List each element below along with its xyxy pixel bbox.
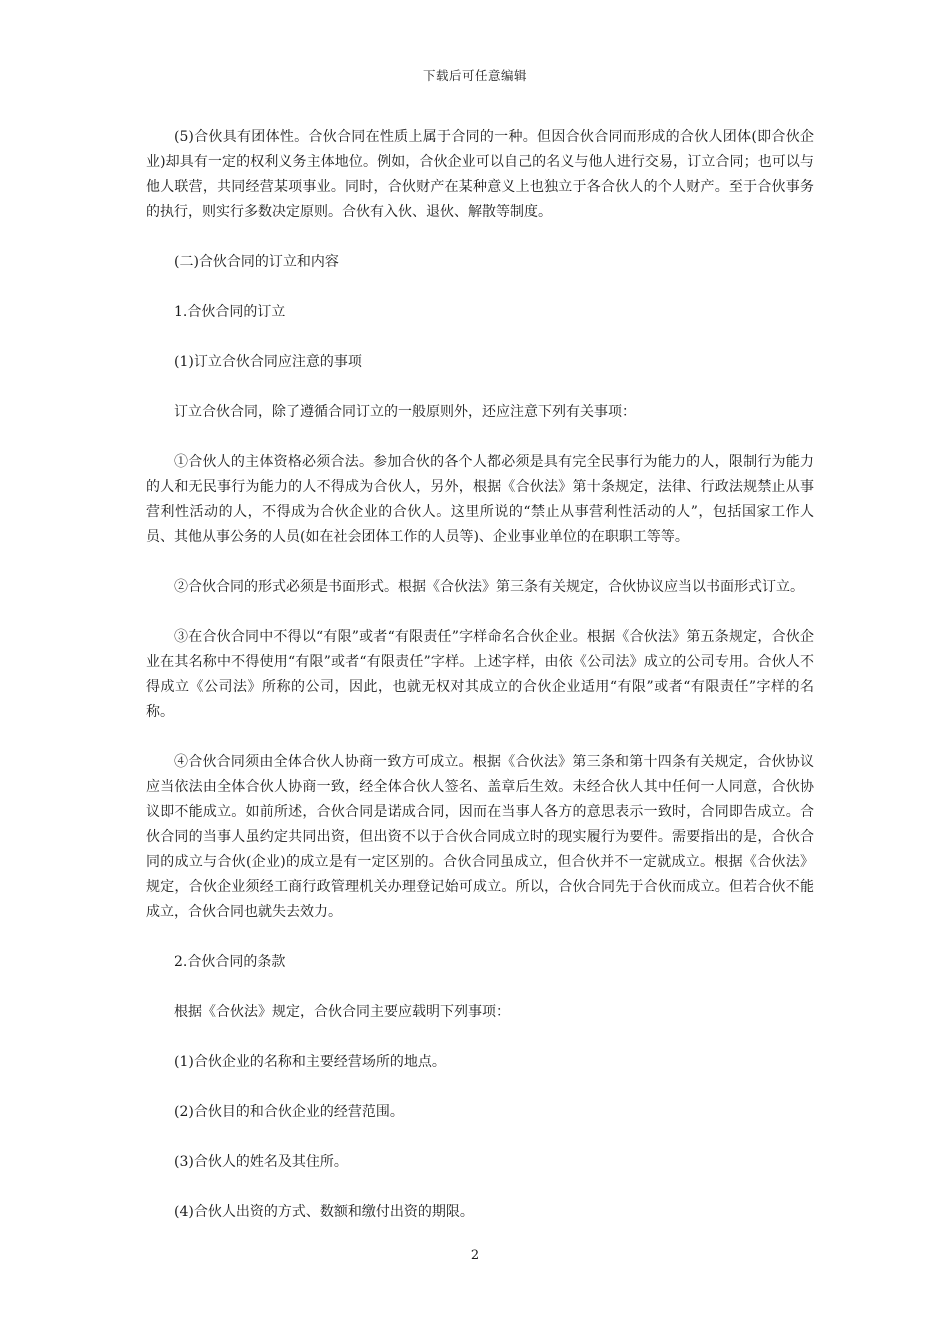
clause-item-1: (1)合伙企业的名称和主要经营场所的地点。 (174, 1054, 446, 1070)
paragraph-intro-matters: 订立合伙合同，除了遵循合同订立的一般原则外，还应注意下列有关事项： (174, 404, 636, 420)
document-body (146, 125, 814, 1250)
section-heading-formation: (二)合伙合同的订立和内容 (174, 254, 339, 270)
paragraph-team-nature: (5)合伙具有团体性。合伙合同在性质上属于合同的一种。但因合伙合同而形成的合伙人团体(即合伙企业)却具有一定的权利义务主体地位。例如，合伙企业可以自己的名义与他人进行交易，订立合同；也可以与他人联营，共同经营某项事业。同时，合伙财产在某种意义上也独立于各合伙人的个人财产。至于合伙事务的执行，则实行多数决定原则。合伙有入伙、退伙、解散等制度。 (146, 129, 814, 220)
subheading-formation: 1.合伙合同的订立 (174, 304, 286, 320)
subheading-clauses: 2.合伙合同的条款 (174, 954, 286, 970)
paragraph-clauses-intro: 根据《合伙法》规定，合伙合同主要应载明下列事项： (174, 1004, 510, 1020)
paragraph-item-2: ②合伙合同的形式必须是书面形式。根据《合伙法》第三条有关规定，合伙协议应当以书面形式订立。 (174, 579, 804, 595)
clause-item-4: (4)合伙人出资的方式、数额和缴付出资的期限。 (174, 1204, 474, 1220)
subheading-matters: (1)订立合伙合同应注意的事项 (174, 354, 362, 370)
page-header: 下载后可任意编辑 (422, 68, 527, 83)
clause-item-2: (2)合伙目的和合伙企业的经营范围。 (174, 1104, 404, 1120)
paragraph-item-1: ①合伙人的主体资格必须合法。参加合伙的各个人都必须是具有完全民事行为能力的人，限制行为能力的人和无民事行为能力的人不得成为合伙人，另外，根据《合伙法》第十条规定，法律、行政法规禁止从事营利性活动的人，不得成为合伙企业的合伙人。这里所说的“禁止从事营利性活动的人”，包括国家工作人员、其他从事公务的人员(如在社会团体工作的人员等)、企业事业单位的在职职工等等。 (146, 454, 814, 545)
clause-item-3: (3)合伙人的姓名及其住所。 (174, 1154, 348, 1170)
paragraph-item-4: ④合伙合同须由全体合伙人协商一致方可成立。根据《合伙法》第三条和第十四条有关规定，合伙协议应当依法由全体合伙人协商一致，经全体合伙人签名、盖章后生效。未经合伙人其中任何一人同意，合伙协议即不能成立。如前所述，合伙合同是诺成合同，因而在当事人各方的意思表示一致时，合同即告成立。合伙合同的当事人虽约定共同出资，但出资不以于合伙合同成立时的现实履行为要件。需要指出的是，合伙合同的成立与合伙(企业)的成立是有一定区别的。合伙合同虽成立，但合伙并不一定就成立。根据《合伙法》规定，合伙企业须经工商行政管理机关办理登记始可成立。所以，合伙合同先于合伙而成立。但若合伙不能成立，合伙合同也就失去效力。 (146, 754, 814, 920)
page-number: 2 (470, 1248, 480, 1263)
paragraph-item-3: ③在合伙合同中不得以“有限”或者“有限责任”字样命名合伙企业。根据《合伙法》第五条规定，合伙企业在其名称中不得使用“有限”或者“有限责任”字样。上述字样，由依《公司法》成立的公司专用。合伙人不得成立《公司法》所称的公司，因此，也就无权对其成立的合伙企业适用“有限”或者“有限责任”字样的名称。 (146, 629, 814, 720)
